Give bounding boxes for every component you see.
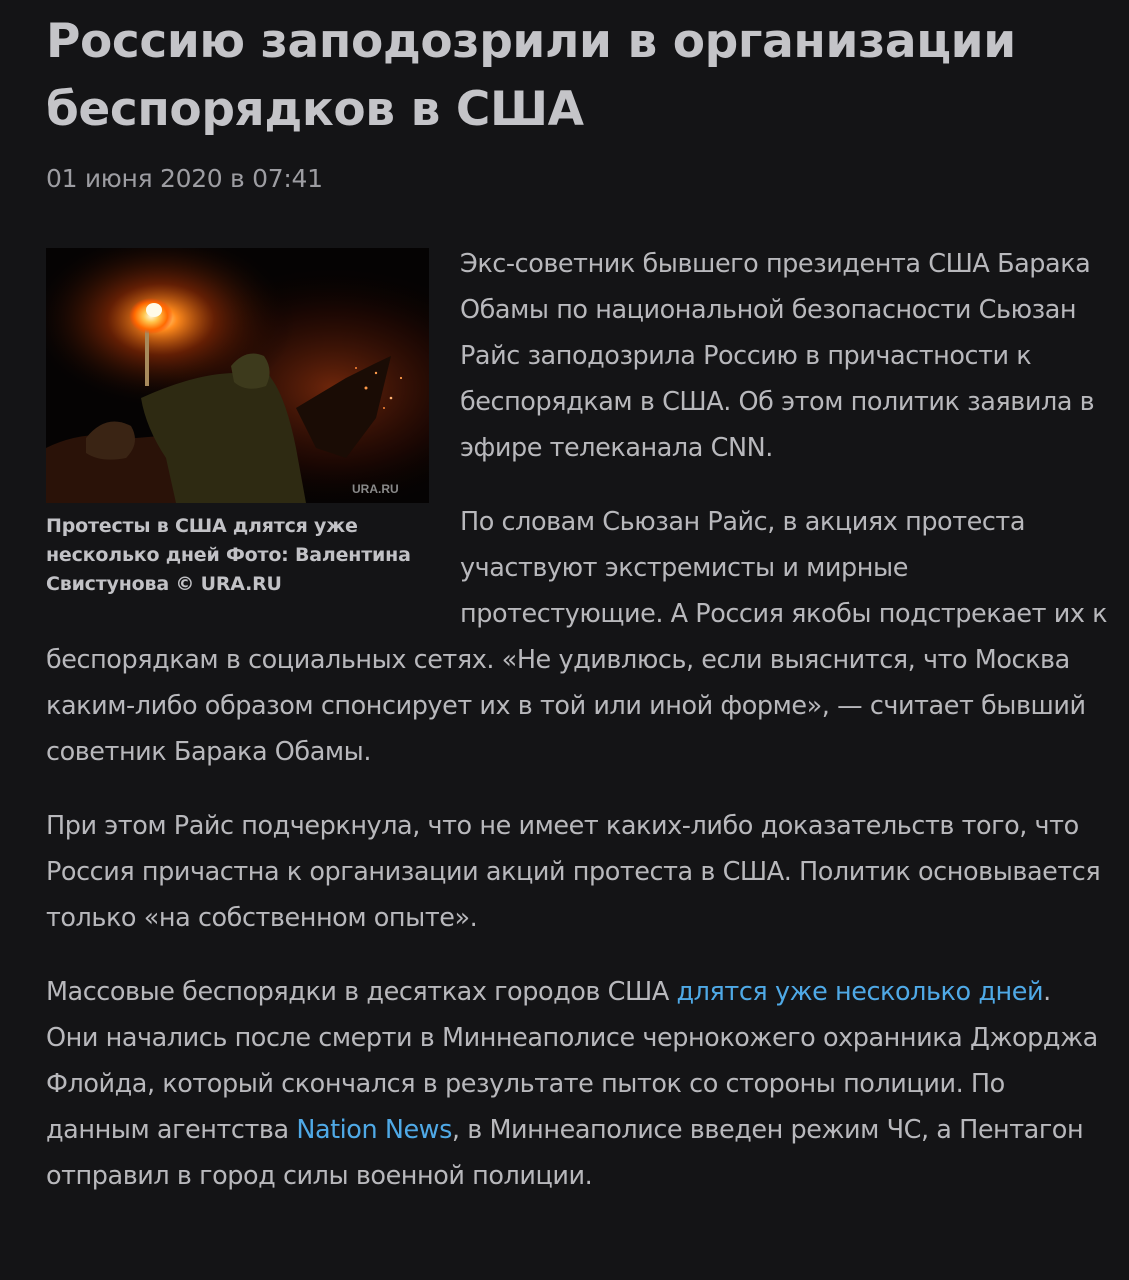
paragraph-4-text: . Они начались после смерти в Миннеаполисе чернокожего охранника Джорджа Флойда, который скончался в результате пыток со стороны полиции. По данным агентства	[46, 977, 1098, 1145]
paragraph-4	[46, 969, 1110, 1199]
article-title: Россию заподозрили в организации беспорядков в США	[46, 14, 1016, 137]
paragraph-4-text: , в Миннеаполисе введен режим ЧС, а Пентагон отправил в город силы военной полиции.	[46, 1115, 1084, 1191]
article-figure	[46, 248, 429, 599]
protests-days-link[interactable]: длятся уже несколько дней	[676, 977, 1044, 1007]
protest-photo[interactable]	[46, 248, 429, 503]
paragraph-4-text: Массовые беспорядки в десятках городов США	[46, 977, 677, 1007]
photo-watermark: URA.RU	[352, 482, 399, 496]
paragraph-1: Экс-советник бывшего президента США Барака Обамы по национальной безопасности Сьюзан Райс заподозрила Россию в причастности к беспорядкам в США. Об этом политик заявила в эфире телеканала CNN.	[460, 249, 1095, 463]
article	[46, 0, 1110, 1227]
photo-caption: Протесты в США длятся уже несколько дней Фото: Валентина Свистунова © URA.RU	[46, 515, 411, 595]
article-date: 01 июня 2020 в 07:41	[46, 164, 323, 193]
nation-news-link[interactable]: Nation News	[296, 1115, 452, 1145]
paragraph-3: При этом Райс подчеркнула, что не имеет каких-либо доказательств того, что Россия причастна к организации акций протеста в США. Политик основывается только «на собственном опыте».	[46, 811, 1101, 933]
paragraph-2: По словам Сьюзан Райс, в акциях протеста участвуют экстремисты и мирные протестующие. А Россия якобы подстрекает их к беспорядкам в социальных сетях. «Не удивлюсь, если выяснится, что Москва каким-либо образом спонсирует их в той или иной форме», — считает бывший советник Барака Обамы.	[46, 507, 1108, 767]
